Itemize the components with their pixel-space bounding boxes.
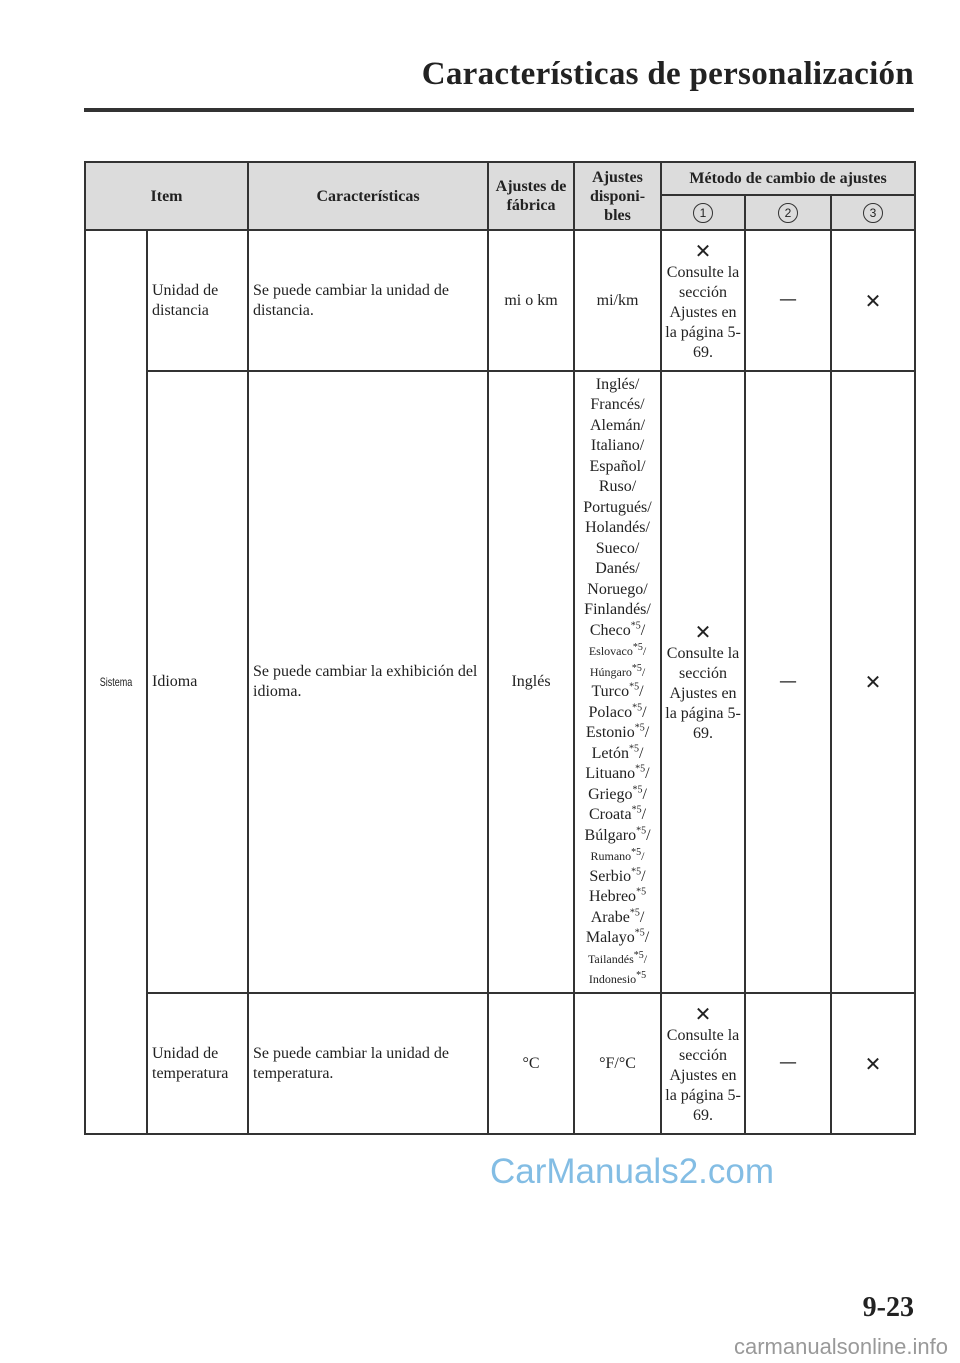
header-metodo-1	[661, 195, 745, 230]
language-list	[574, 371, 661, 993]
language-item: Ruso/	[598, 478, 637, 495]
language-item: Malayo$^{*5}$/	[585, 927, 650, 946]
cross-icon: ✕	[694, 1001, 712, 1026]
row-metodo-2	[745, 993, 831, 1134]
watermark: CarManuals2.com	[490, 1152, 774, 1191]
row-disponibles: °F/°C	[574, 993, 661, 1134]
language-item: Español/	[589, 457, 646, 475]
language-item: Finlandés/	[584, 601, 651, 618]
table-row	[85, 230, 915, 371]
circled-3-icon: 3	[863, 203, 883, 223]
circled-2-icon: 2	[778, 203, 798, 223]
row-item: Idioma	[147, 371, 248, 993]
row-fabrica: mi o km	[488, 230, 574, 371]
cross-icon: ✕	[864, 670, 882, 694]
language-item: Noruego/	[587, 580, 648, 598]
header-ajustes-fabrica: Ajustes de fábrica	[488, 162, 574, 230]
row-disponibles: mi/km	[574, 230, 661, 371]
language-item: Sueco/	[595, 539, 640, 557]
language-item: Tailandés$^{*5}$/	[587, 949, 648, 966]
consult-note: Consulte la sección Ajustes en la página 5-69.	[665, 263, 741, 361]
language-item: Italiano/	[590, 437, 645, 454]
cross-icon: ✕	[864, 288, 882, 313]
cross-icon: ✕	[694, 238, 712, 263]
language-item: Estonio$^{*5}$/	[585, 722, 650, 741]
row-metodo-1	[661, 230, 745, 371]
cross-icon: ✕	[864, 1051, 882, 1076]
settings-table	[84, 161, 916, 1135]
language-item: Inglés/	[595, 375, 640, 393]
row-caracteristicas: Se puede cambiar la unidad de distancia.	[248, 230, 488, 371]
language-item: Portugués/	[583, 498, 652, 516]
consult-note: Consulte la sección Ajustes en la página 5-69.	[665, 645, 741, 742]
row-metodo-1	[661, 371, 745, 993]
language-item: Letón$^{*5}$/	[591, 743, 644, 762]
table-row	[85, 371, 915, 993]
language-item: Griego$^{*5}$/	[588, 784, 647, 803]
language-item: Danés/	[595, 560, 640, 577]
row-caracteristicas: Se puede cambiar la exhibición del idioma.	[248, 371, 488, 993]
language-item: Búlgaro$^{*5}$/	[584, 825, 651, 844]
row-metodo-2	[745, 230, 831, 371]
header-metodo-3	[831, 195, 915, 230]
row-fabrica: Inglés	[488, 371, 574, 993]
dash-icon: —	[779, 1052, 798, 1073]
row-caracteristicas: Se puede cambiar la unidad de temperatura.	[248, 993, 488, 1134]
language-item: Alemán/	[589, 416, 646, 434]
language-item: Arabe$^{*5}$/	[590, 907, 645, 926]
header-caracteristicas: Características	[248, 162, 488, 230]
row-item: Unidad de temperatura	[147, 993, 248, 1134]
row-item: Unidad de distancia	[147, 230, 248, 371]
language-item: Francés/	[590, 396, 645, 413]
footer-watermark: carmanualsonline.info	[733, 1334, 948, 1359]
language-item: Rumano$^{*5}$/	[590, 847, 645, 863]
language-item: Croata$^{*5}$/	[588, 804, 647, 823]
language-item: Polaco$^{*5}$/	[588, 702, 647, 721]
language-item: Hebreo$^{*5}$	[588, 886, 647, 905]
row-metodo-3	[831, 230, 915, 371]
row-fabrica: °C	[488, 993, 574, 1134]
group-cell	[85, 230, 147, 1134]
cross-icon: ✕	[694, 620, 712, 644]
language-item: Serbio$^{*5}$/	[589, 866, 646, 885]
row-metodo-3	[831, 993, 915, 1134]
language-item: Indonesio$^{*5}$	[588, 970, 647, 986]
page-number: 9-23	[862, 1292, 914, 1323]
page-title: Características de personalización	[421, 56, 914, 92]
consult-note: Consulte la sección Ajustes en la página 5-69.	[665, 1026, 741, 1124]
circled-1-icon: 1	[693, 203, 713, 223]
header-metodo: Método de cambio de ajustes	[661, 162, 915, 195]
language-item: Eslovaco$^{*5}$/	[588, 642, 647, 658]
row-metodo-2	[745, 371, 831, 993]
header-ajustes-disponibles: Ajustes disponi- bles	[574, 162, 661, 230]
table-row	[85, 993, 915, 1134]
row-metodo-1	[661, 993, 745, 1134]
language-item: Holandés/	[585, 519, 650, 536]
dash-icon: —	[779, 289, 798, 310]
language-item: Checo$^{*5}$/	[589, 620, 646, 639]
dash-icon: —	[779, 670, 798, 692]
language-item: Lituano$^{*5}$/	[585, 763, 650, 782]
group-label: Sistema	[99, 675, 133, 689]
language-item: Húngaro$^{*5}$/	[589, 662, 646, 679]
header-item: Item	[85, 162, 248, 230]
language-item: Turco$^{*5}$/	[591, 681, 644, 700]
row-metodo-3	[831, 371, 915, 993]
title-rule	[84, 108, 914, 112]
header-metodo-2	[745, 195, 831, 230]
